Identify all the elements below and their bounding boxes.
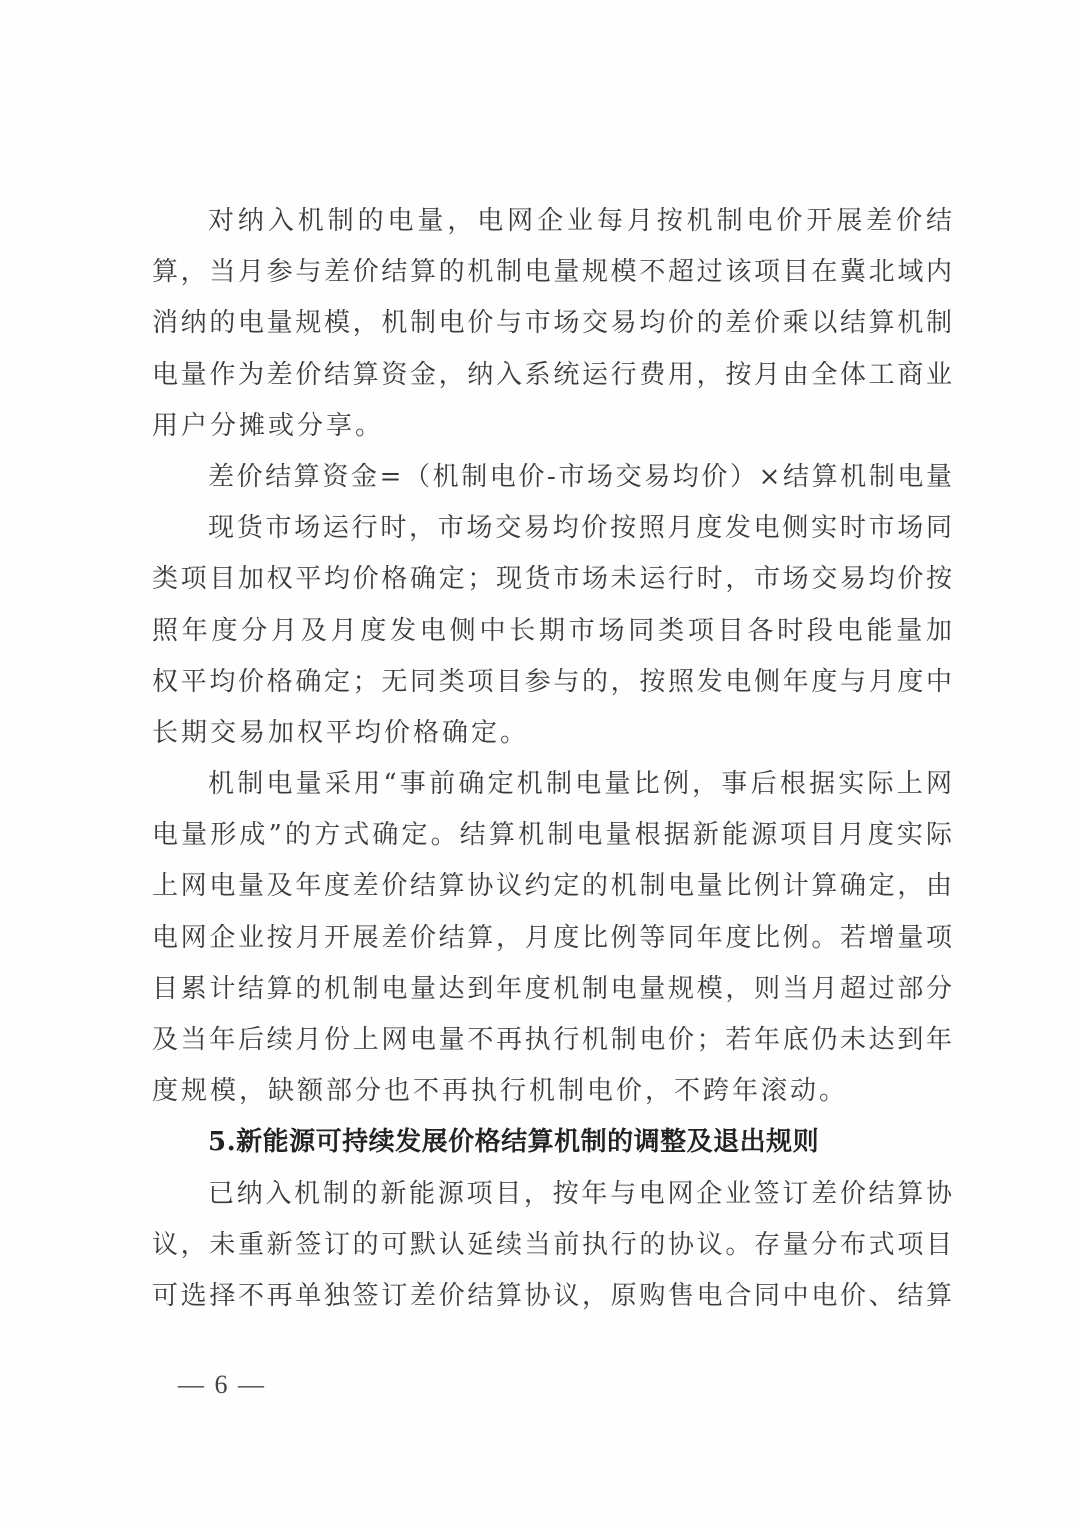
text-line: 长期交易加权平均价格确定。 xyxy=(152,717,530,748)
document-body xyxy=(152,196,952,1322)
text-line: 用户分摊或分享。 xyxy=(152,410,385,441)
text-line: 已纳入机制的新能源项目，按年与电网企业签订差价结算协 xyxy=(208,1178,952,1209)
paragraph-mechanism-volume xyxy=(152,759,952,1117)
text-line: 算，当月参与差价结算的机制电量规模不超过该项目在冀北域内 xyxy=(152,257,952,288)
text-line: 电量作为差价结算资金，纳入系统运行费用，按月由全体工商业 xyxy=(152,359,952,390)
text-line: 度规模，缺额部分也不再执行机制电价，不跨年滚动。 xyxy=(152,1076,849,1107)
paragraph-market-average-price xyxy=(152,503,952,759)
text-line: 及当年后续月份上网电量不再执行机制电价；若年底仍未达到年 xyxy=(152,1025,952,1055)
text-line: 类项目加权平均价格确定；现货市场未运行时，市场交易均价按 xyxy=(152,564,952,595)
text-line: 现货市场运行时，市场交易均价按照月度发电侧实时市场同 xyxy=(208,513,952,544)
page-number: — 6 — xyxy=(178,1370,266,1399)
section-heading xyxy=(152,1117,952,1168)
text-line: 上网电量及年度差价结算协议约定的机制电量比例计算确定，由 xyxy=(152,871,952,902)
text-line: 机制电量采用“事前确定机制电量比例，事后根据实际上网 xyxy=(208,769,952,800)
text-line: 权平均价格确定；无同类项目参与的，按照发电侧年度与月度中 xyxy=(152,666,952,697)
heading-text: 5.新能源可持续发展价格结算机制的调整及退出规则 xyxy=(208,1127,820,1158)
text-line: 议，未重新签订的可默认延续当前执行的协议。存量分布式项目 xyxy=(152,1229,952,1260)
paragraph-settlement-mechanism xyxy=(152,196,952,452)
text-line: 可选择不再单独签订差价结算协议，原购售电合同中电价、结算 xyxy=(152,1280,952,1311)
paragraph-formula xyxy=(152,452,952,503)
formula-line: 差价结算资金=（机制电价-市场交易均价）×结算机制电量 xyxy=(208,461,952,492)
paragraph-adjustment-exit xyxy=(152,1169,952,1323)
text-line: 消纳的电量规模，机制电价与市场交易均价的差价乘以结算机制 xyxy=(152,308,952,339)
text-line: 电网企业按月开展差价结算，月度比例等同年度比例。若增量项 xyxy=(152,922,952,953)
text-line: 目累计结算的机制电量达到年度机制电量规模，则当月超过部分 xyxy=(152,973,952,1004)
text-line: 电量形成”的方式确定。结算机制电量根据新能源项目月度实际 xyxy=(152,820,952,851)
text-line: 对纳入机制的电量，电网企业每月按机制电价开展差价结 xyxy=(208,206,952,236)
text-line: 照年度分月及月度发电侧中长期市场同类项目各时段电能量加 xyxy=(152,615,952,646)
